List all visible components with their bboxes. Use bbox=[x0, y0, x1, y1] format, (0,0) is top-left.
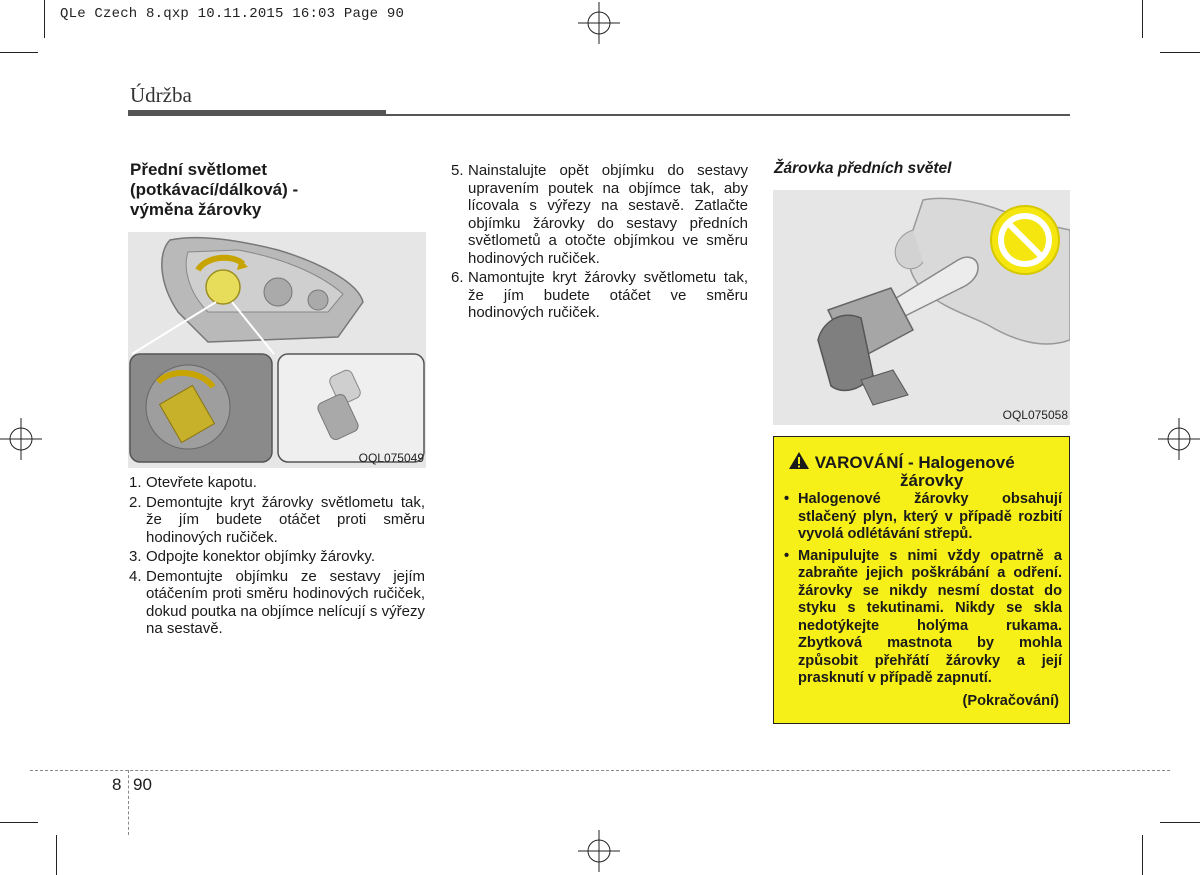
list-item bbox=[451, 162, 748, 267]
procedure-heading bbox=[130, 160, 430, 220]
figure-code: OQL075058 bbox=[1002, 408, 1068, 422]
printer-header: QLe Czech 8.qxp 10.11.2015 16:03 Page 90 bbox=[60, 6, 405, 22]
heading-line: výměna žárovky bbox=[130, 200, 262, 219]
title-rule-thick bbox=[128, 110, 386, 116]
step-text: Otevřete kapotu. bbox=[146, 474, 257, 491]
crop-mark bbox=[1160, 822, 1200, 823]
steps-list-left bbox=[129, 474, 425, 640]
warning-list bbox=[784, 491, 1062, 692]
crop-mark bbox=[44, 0, 45, 38]
list-item bbox=[784, 548, 1062, 688]
step-text: Demontujte objímku ze sestavy jejím otáčením proti směru hodinových ručiček, dokud poutka na objímce nelícují s výřezy na sestavě. bbox=[146, 567, 425, 637]
step-number: 3. bbox=[129, 548, 142, 565]
figure-caption: Žárovka předních světel bbox=[774, 160, 952, 177]
registration-mark-bottom bbox=[578, 830, 620, 872]
continued-note: (Pokračování) bbox=[962, 693, 1059, 709]
crop-mark bbox=[56, 835, 57, 875]
registration-mark-left bbox=[0, 418, 42, 460]
footer-rule bbox=[30, 770, 1170, 771]
warning-box bbox=[773, 436, 1070, 724]
warning-title bbox=[788, 451, 1058, 490]
steps-list-middle bbox=[451, 162, 748, 324]
list-item bbox=[129, 494, 425, 547]
page-number: 90 bbox=[133, 775, 152, 794]
bulb-illustration bbox=[773, 190, 1070, 425]
warning-label: VAROVÁNÍ bbox=[814, 453, 904, 472]
step-number: 2. bbox=[129, 493, 142, 511]
registration-mark-top bbox=[578, 2, 620, 44]
list-item bbox=[129, 568, 425, 638]
crop-mark bbox=[0, 52, 38, 53]
footer-divider bbox=[128, 770, 129, 835]
warning-topic: - Halogenové bbox=[903, 453, 1015, 472]
warning-triangle-icon bbox=[788, 451, 810, 470]
chapter-number: 8 bbox=[112, 775, 122, 794]
list-item bbox=[129, 548, 425, 566]
step-number: 4. bbox=[129, 567, 142, 585]
registration-mark-right bbox=[1158, 418, 1200, 460]
list-item bbox=[784, 491, 1062, 544]
step-text: Namontujte kryt žárovky světlometu tak, že jím budete otáčet ve směru hodinových ručiček. bbox=[468, 269, 748, 321]
step-number: 1. bbox=[129, 474, 142, 491]
section-title: Údržba bbox=[130, 83, 192, 107]
list-item bbox=[129, 474, 425, 492]
title-rule-thin bbox=[386, 114, 1070, 116]
warning-text: Manipulujte s nimi vždy opatrně a zabraňte jejich poškrábání a odření. žárovky se nikdy nesmí dostat do styku s tekutinami. Nikdy se skla nedotýkejte holýma rukama. Zbytková mastnota by mohla způsobit přehřátí žárovky a její prasknutí v případě zapnutí. bbox=[798, 547, 1062, 686]
headlamp-illustration bbox=[128, 232, 426, 468]
warning-topic-line2: žárovky bbox=[900, 471, 964, 490]
crop-mark bbox=[0, 822, 38, 823]
heading-line: (potkávací/dálková) - bbox=[130, 180, 299, 199]
step-text: Demontujte kryt žárovky světlometu tak, že jím budete otáčet proti směru hodinových ručiček. bbox=[146, 493, 425, 546]
step-text: Nainstalujte opět objímku do sestavy upravením poutek na objímce tak, aby lícovala s výřezy na sestavě. Zatlačte objímku žárovky do sestavy předních světlometů a otočte objímkou ve směru hodinových ručiček. bbox=[468, 162, 748, 267]
headlamp-figure bbox=[128, 232, 426, 468]
warning-text: Halogenové žárovky obsahují stlačený plyn, který v případě rozbití vyvolá odlétávání střepů. bbox=[798, 491, 1062, 542]
crop-mark bbox=[1142, 835, 1143, 875]
figure-code: OQL075049 bbox=[358, 451, 424, 465]
step-number: 5. bbox=[451, 162, 464, 179]
step-number: 6. bbox=[451, 269, 464, 286]
bulb-figure bbox=[773, 190, 1070, 425]
bullet: • bbox=[784, 491, 790, 507]
list-item bbox=[451, 269, 748, 322]
heading-line: Přední světlomet bbox=[130, 160, 267, 179]
crop-mark bbox=[1142, 0, 1143, 38]
crop-mark bbox=[1160, 52, 1200, 53]
step-text: Odpojte konektor objímky žárovky. bbox=[146, 548, 375, 565]
bullet: • bbox=[784, 547, 790, 564]
